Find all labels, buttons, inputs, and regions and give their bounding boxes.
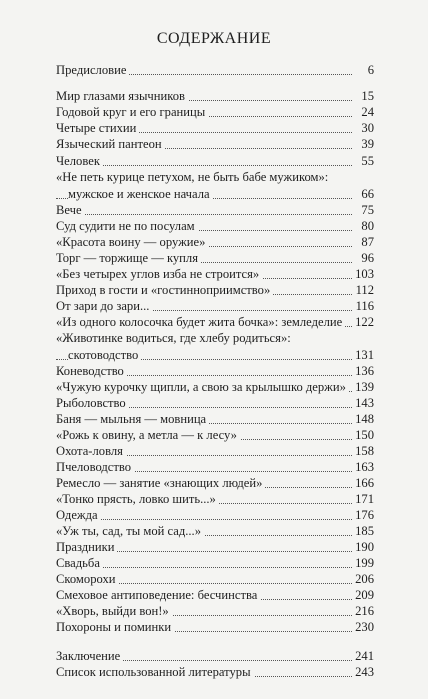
toc-entry-title: «Из одного колосочка будет жита бочка»: земледелие [56,315,345,329]
toc-entry-title: Приход в гости и «гостинноприимство» [56,283,273,297]
toc-entry-title: От зари до зари... [56,299,152,313]
toc-entry-title: Одежда [56,508,101,522]
toc-entry-page: 241 [352,648,374,664]
toc-entry-title: Годовой круг и его границы [56,105,208,119]
toc-entry-page: 122 [352,314,374,330]
toc-entry-title: «Уж ты, сад, ты мой сад...» [56,524,204,538]
toc-entry [56,411,374,427]
toc-entry [56,62,374,78]
toc-entry-page: 131 [352,347,374,363]
toc-entry-title: Коневодство [56,364,127,378]
toc-entry-page: 143 [352,395,374,411]
toc-entry-title: Предисловие [56,63,129,77]
toc-entry [56,475,374,491]
toc-entry-page: 75 [358,202,374,218]
toc-entry-page: 66 [358,186,374,202]
toc-entry [56,619,374,635]
toc-entry-title: Список использованной литературы [56,665,254,679]
toc-entry-page: 243 [352,664,374,680]
toc-entry-page: 55 [358,153,374,169]
toc-entry-page: 148 [352,411,374,427]
toc-entry [56,523,374,539]
toc-entry-page: 87 [358,234,374,250]
toc-entry-title: Человек [56,154,103,168]
toc-entry-page: 176 [352,507,374,523]
toc-entry-title: «Рожь к овину, а метла — к лесу» [56,428,240,442]
toc-entry [56,169,374,202]
toc-entry [56,507,374,523]
toc-entry-title-continuation: мужское и женское начала [68,186,213,202]
toc-entry [56,298,374,314]
toc-entry-title: «Без четырех углов изба не строится» [56,267,262,281]
toc-entry-title: Языческий пантеон [56,137,165,151]
toc-entry-page: 6 [365,62,374,78]
toc-entry-title-continuation: скотоводство [68,347,141,363]
toc-entry [56,603,374,619]
toc-entry [56,491,374,507]
toc-entry-page: 139 [352,379,374,395]
toc-entry [56,395,374,411]
toc-entry [56,136,374,152]
toc-entry-page: 216 [352,603,374,619]
toc-entry-title: Рыболовство [56,396,129,410]
toc-entry-title: Охота-ловля [56,444,126,458]
toc-entry-page: 209 [352,587,374,603]
toc-entry [56,587,374,603]
toc-entry-page: 24 [358,104,374,120]
toc-entry-page: 39 [358,136,374,152]
toc-entry-title: «Хворь, выйди вон!» [56,604,172,618]
toc-entry-page: 199 [352,555,374,571]
toc-entry [56,443,374,459]
toc-entry-page: 112 [353,282,374,298]
toc-entry [56,266,374,282]
toc-entry-title: Похороны и поминки [56,620,174,634]
toc-entry [56,379,374,395]
toc-entry-page: 96 [358,250,374,266]
toc-entry [56,218,374,234]
toc-entry-page: 190 [352,539,374,555]
toc-entry [56,88,374,104]
toc-entry-page: 230 [352,619,374,635]
toc-entry-page: 158 [352,443,374,459]
toc-entry [56,648,374,664]
page-title: СОДЕРЖАНИЕ [156,30,272,47]
toc-entry-title: Баня — мыльня — мовница [56,412,209,426]
toc-entry-title: Вече [56,203,85,217]
toc-entry [56,664,374,680]
toc-entry-page: 185 [352,523,374,539]
toc-entry-title: «Животинке водиться, где хлебу родиться»: [56,331,294,345]
toc-entry [56,330,374,363]
toc-entry [56,282,374,298]
toc-entry [56,539,374,555]
toc-entry-title: Торг — торжище — купля [56,251,201,265]
toc-entry-title: Мир глазами язычников [56,89,188,103]
toc-entry-page: 150 [352,427,374,443]
toc-entry-page: 116 [353,298,374,314]
dot-leader [56,214,352,215]
toc-entry [56,555,374,571]
toc-entry-title: Праздники [56,540,117,554]
toc-entry [56,202,374,218]
toc-entry-title: Смеховое антиповедение: бесчинства [56,588,260,602]
toc-entry-title: «Не петь курице петухом, не быть бабе мужиком»: [56,170,331,184]
toc-entry [56,104,374,120]
toc-entry-page: 171 [352,491,374,507]
toc-entry [56,120,374,136]
toc-entry-page: 103 [352,266,374,282]
toc-entry [56,427,374,443]
toc-entry-title: Пчеловодство [56,460,134,474]
toc-entry-title: «Тонко прясть, ловко шить...» [56,492,219,506]
toc-entry-page: 166 [352,475,374,491]
toc-entry-page: 136 [352,363,374,379]
toc-entry [56,250,374,266]
toc-entry [56,153,374,169]
toc-entry-title: Свадьба [56,556,103,570]
toc-entry-title: Четыре стихии [56,121,139,135]
toc-entry-page: 30 [358,120,374,136]
toc-entry-page: 206 [352,571,374,587]
toc-entry [56,363,374,379]
toc-entry-page: 15 [358,88,374,104]
toc-entry-title: Ремесло — занятие «знающих людей» [56,476,265,490]
toc-entry [56,314,374,330]
toc-entry-page: 80 [358,218,374,234]
toc-entry-page: 163 [352,459,374,475]
toc-entry-title: Заключение [56,649,123,663]
toc-entry-title: Скоморохи [56,572,119,586]
toc-entry-title: «Чужую курочку щипли, а свою за крылышко держи» [56,380,349,394]
toc-entry [56,234,374,250]
toc-entry-title: Суд судити не по посулам [56,219,198,233]
toc-entry [56,459,374,475]
toc-entry [56,571,374,587]
toc-entry-title: «Красота воину — оружие» [56,235,208,249]
